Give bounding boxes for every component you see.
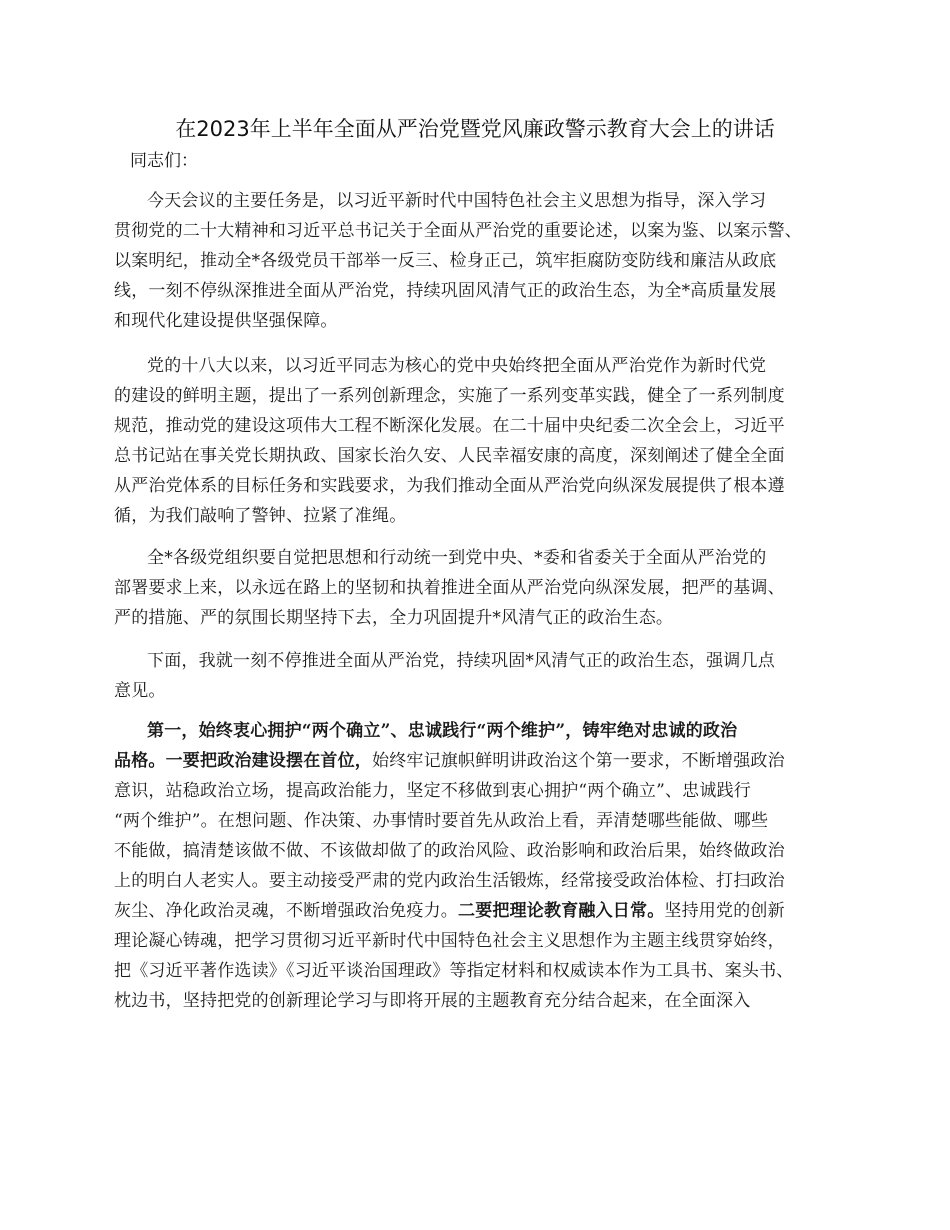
paragraph-line: 的建设的鲜明主题，提出了一系列创新理念，实施了一系列变革实践，健全了一系列制度 (114, 386, 785, 406)
document-title: 在2023年上半年全面从严治党暨党风廉政警示教育大会上的讲话 (175, 117, 775, 141)
line-text: 坚持用党的创新 (664, 901, 785, 921)
bold-subheading: 品格。一要把政治建设摆在首位， (114, 751, 372, 771)
paragraph-4 (114, 646, 775, 706)
paragraph-line: 全*各级党组织要自觉把思想和行动统一到党中央、*委和省委关于全面从严治党的 (147, 548, 767, 568)
section-heading: 第一，始终衷心拥护“两个确立”、忠诚践行“两个维护”，铸牢绝对忠诚的政治 (147, 721, 738, 741)
salutation: 同志们： (130, 151, 198, 171)
paragraph-3 (114, 543, 785, 633)
paragraph-line: 不能做，搞清楚该做不做、不该做却做了的政治风险、政治影响和政治后果，始终做政治 (114, 841, 785, 861)
paragraph-line (114, 746, 794, 776)
paragraph-line: 循，为我们敲响了警钟、拉紧了准绳。 (114, 506, 407, 526)
paragraph-line: 今天会议的主要任务是，以习近平新时代中国特色社会主义思想为指导，深入学习 (147, 191, 767, 211)
paragraph-1 (114, 186, 802, 336)
paragraph-line: 总书记站在事关党长期执政、国家长治久安、人民幸福安康的高度，深刻阐述了健全全面 (114, 446, 785, 466)
paragraph-line: 以案明纪，推动全*各级党员干部举一反三、检身正己，筑牢拒腐防变防线和廉洁从政底 (114, 251, 777, 271)
paragraph-line: “两个维护”。在想问题、作决策、办事情时要首先从政治上看，弄清楚哪些能做、哪些 (114, 811, 769, 831)
paragraph-line: 把《习近平著作选读》《习近平谈治国理政》等指定材料和权威读本作为工具书、案头书、 (114, 961, 794, 981)
paragraph-line: 意识，站稳政治立场，提高政治能力，坚定不移做到衷心拥护“两个确立”、忠诚践行 (114, 781, 751, 801)
paragraph-line: 理论凝心铸魂，把学习贯彻习近平新时代中国特色社会主义思想作为主题主线贯穿始终， (114, 931, 785, 951)
paragraph-2 (114, 351, 785, 531)
paragraph-line: 贯彻党的二十大精神和习近平总书记关于全面从严治党的重要论述，以案为鉴、以案示警、 (114, 221, 802, 241)
paragraph-line (114, 896, 794, 926)
line-text: 始终牢记旗帜鲜明讲政治这个第一要求，不断增强政治 (372, 751, 785, 771)
paragraph-line: 从严治党体系的目标任务和实践要求，为我们推动全面从严治党向纵深发展提供了根本遵 (114, 476, 785, 496)
line-text: 灰尘、净化政治灵魂，不断增强政治免疫力。 (114, 901, 458, 921)
paragraph-line: 规范，推动党的建设这项伟大工程不断深化发展。在二十届中央纪委二次全会上，习近平 (114, 416, 785, 436)
paragraph-line: 和现代化建设提供坚强保障。 (114, 311, 338, 331)
paragraph-line: 枕边书，坚持把党的创新理论学习与即将开展的主题教育充分结合起来，在全面深入 (114, 991, 751, 1011)
paragraph-line: 下面，我就一刻不停推进全面从严治党，持续巩固*风清气正的政治生态，强调几点 (147, 651, 775, 671)
paragraph-line: 部署要求上来，以永远在路上的坚韧和执着推进全面从严治党向纵深发展，把严的基调、 (114, 578, 785, 598)
paragraph-5 (114, 716, 794, 1016)
paragraph-line: 线，一刻不停纵深推进全面从严治党，持续巩固风清气正的政治生态，为全*高质量发展 (114, 281, 777, 301)
paragraph-line: 党的十八大以来，以习近平同志为核心的党中央始终把全面从严治党作为新时代党 (147, 356, 767, 376)
bold-subheading: 二要把理论教育融入日常。 (458, 901, 665, 921)
paragraph-line: 严的措施、严的氛围长期坚持下去，全力巩固提升*风清气正的政治生态。 (114, 608, 674, 628)
paragraph-line: 上的明白人老实人。要主动接受严肃的党内政治生活锻炼，经常接受政治体检、打扫政治 (114, 871, 785, 891)
paragraph-line: 意见。 (114, 681, 166, 701)
